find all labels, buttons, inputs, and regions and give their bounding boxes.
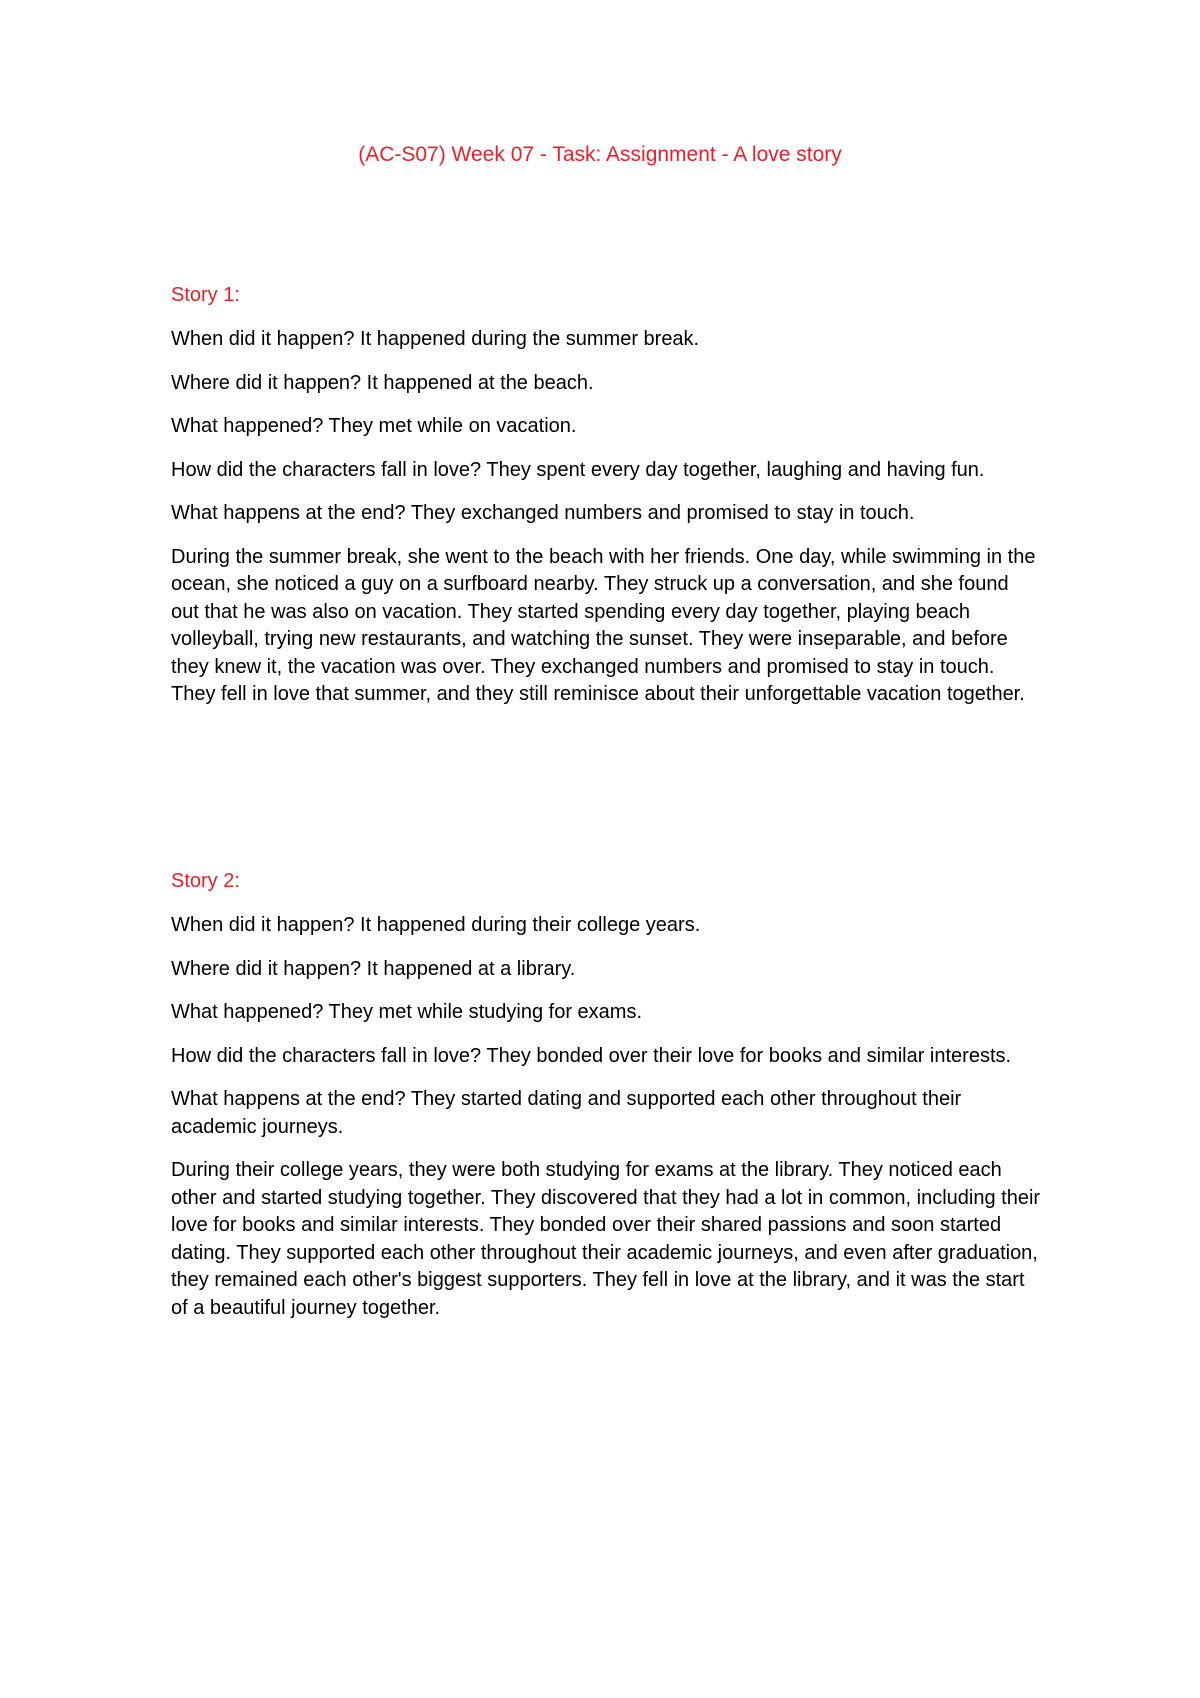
story-1-when: When did it happen? It happened during the summer break. — [171, 328, 700, 350]
story-2-end: What happens at the end? They started dating and supported each other throughout their academic journeys. — [171, 1088, 962, 1138]
story-2-heading: Story 2: — [171, 870, 240, 892]
story-2-narrative: During their college years, they were both studying for exams at the library. They noticed each other and started studying together. They discovered that they had a lot in common, including their love for books and similar interests. They bonded over their shared passions and soon started dating. They supported each other throughout their academic journeys, and even after graduation, they remained each other's biggest supporters. They fell in love at the library, and it was the start of a beautiful journey together. — [171, 1159, 1041, 1319]
story-1-how: How did the characters fall in love? They spent every day together, laughing and having fun. — [171, 458, 985, 481]
story-1-narrative: During the summer break, she went to the beach with her friends. One day, while swimming in the ocean, she noticed a guy on a surfboard nearby. They struck up a conversation, and she found out that he was also on vacation. They started spending every day together, playing beach volleyball, trying new restaurants, and watching the sunset. They were inseparable, and before they knew it, the vacation was over. They exchanged numbers and promised to stay in touch. They fell in love that summer, and they still reminisce about their unforgettable vacation together. — [171, 545, 1036, 705]
story-1-section — [171, 282, 1041, 725]
story-1-heading: Story 1: — [171, 284, 240, 306]
document-title: (AC-S07) Week 07 - Task: Assignment - A love story — [358, 143, 842, 166]
story-2-when: When did it happen? It happened during their college years. — [171, 914, 701, 936]
story-1-what: What happened? They met while on vacation. — [171, 415, 577, 437]
story-2-what: What happened? They met while studying for exams. — [171, 1001, 642, 1023]
story-1-end: What happens at the end? They exchanged numbers and promised to stay in touch. — [171, 502, 915, 524]
story-2-how: How did the characters fall in love? They bonded over their love for books and similar interests. — [171, 1044, 1012, 1067]
story-1-where: Where did it happen? It happened at the beach. — [171, 371, 594, 394]
story-2-where: Where did it happen? It happened at a library. — [171, 957, 576, 980]
story-2-section — [171, 868, 1041, 1338]
